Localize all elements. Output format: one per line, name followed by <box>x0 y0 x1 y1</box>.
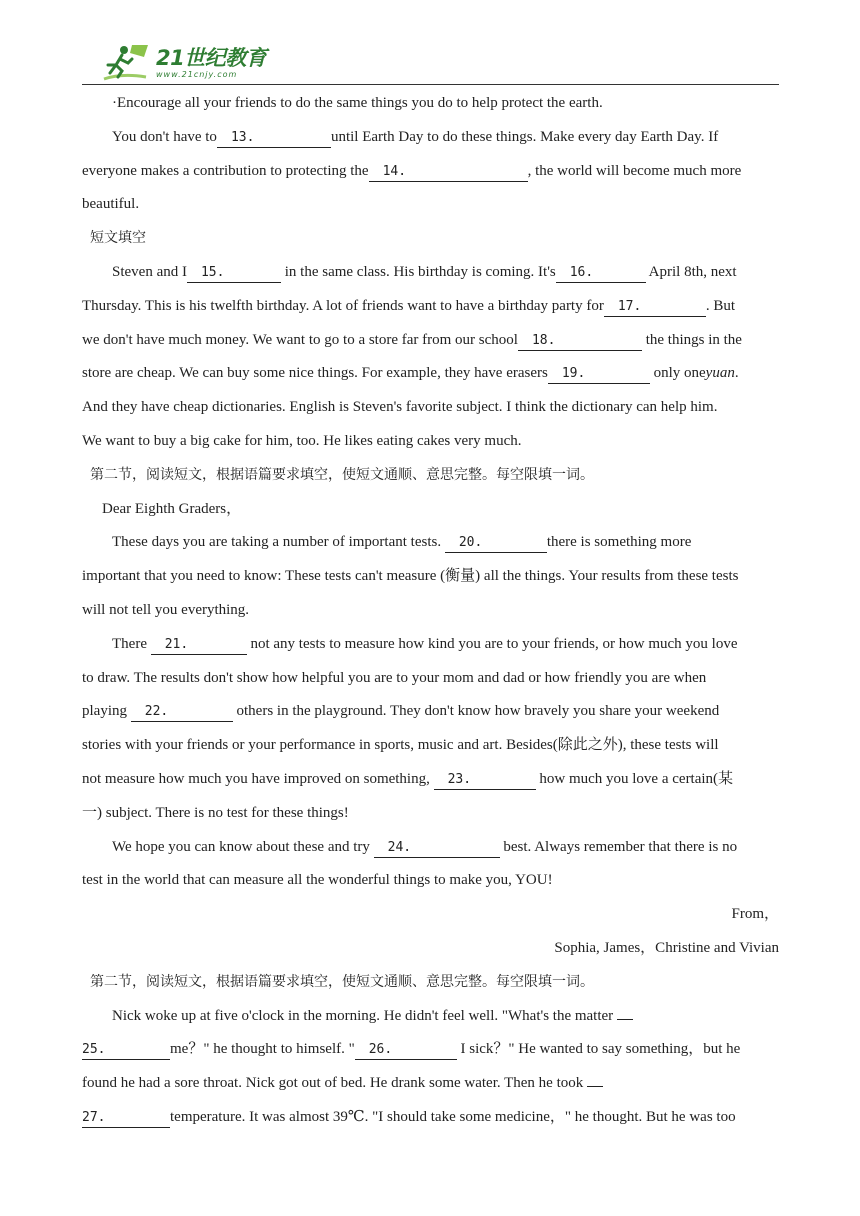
line-text: there is something more <box>546 534 692 551</box>
line-text: in the same class. His birthday is coming. It's <box>280 263 556 280</box>
blank-21[interactable]: 21. <box>151 636 247 655</box>
text-line <box>82 560 779 594</box>
line-text: others in the playground. They don't know how bravely you share your weekend <box>232 703 720 720</box>
text-line <box>82 695 779 729</box>
heading-text: 短文填空 <box>90 230 146 247</box>
text-line <box>82 425 779 459</box>
line-text: not any tests to measure how kind you are to your friends, or how much you love <box>246 635 738 652</box>
line-text: There <box>112 635 151 652</box>
line-text: From， <box>731 906 779 923</box>
line-text: Sophia, James，Christine and Vivian <box>554 939 779 956</box>
line-text: found he had a sore throat. Nick got out of bed. He drank some water. Then he took <box>82 1075 588 1092</box>
logo <box>102 42 266 84</box>
line-text: beautiful. <box>82 196 140 213</box>
blank-27-start <box>587 1086 603 1087</box>
text-line <box>82 662 779 696</box>
line-text: You don't have to <box>112 128 217 145</box>
text-line <box>82 594 779 628</box>
line-text: 一) subject. There is no test for these things! <box>82 804 349 821</box>
text-line <box>82 1067 779 1101</box>
worksheet-body <box>82 87 779 1135</box>
line-text: everyone makes a contribution to protecting the <box>82 162 369 179</box>
line-text: We want to buy a big cake for him, too. He likes eating cakes very much. <box>82 432 522 449</box>
line-text: Dear Eighth Graders， <box>102 500 242 517</box>
line-text: best. Always remember that there is no <box>499 838 738 855</box>
heading-text: 第二节，阅读短文，根据语篇要求填空，使短文通顺、意思完整。每空限填一词。 <box>90 466 594 483</box>
blank-23[interactable]: 23. <box>434 771 536 790</box>
heading-text: 第二节，阅读短文，根据语篇要求填空，使短文通顺、意思完整。每空限填一词。 <box>90 973 594 990</box>
blank-17[interactable]: 17. <box>604 298 706 317</box>
text-line <box>82 1033 779 1067</box>
text-line <box>82 797 779 831</box>
text-line <box>82 763 779 797</box>
text-line <box>82 357 779 391</box>
blank-22[interactable]: 22. <box>131 703 233 722</box>
page-header <box>82 40 779 86</box>
text-line <box>82 155 779 189</box>
text-line <box>82 1000 779 1034</box>
blank-27[interactable]: 27. <box>82 1109 170 1128</box>
section-heading <box>82 459 779 493</box>
line-text: to draw. The results don't show how helpful you are to your mom and dad or how friendly you are when <box>82 669 707 686</box>
text-line <box>82 1101 779 1135</box>
text-line <box>82 87 779 121</box>
line-text: test in the world that can measure all the wonderful things to make you, YOU! <box>82 872 553 889</box>
blank-26[interactable]: 26. <box>355 1041 457 1060</box>
text-line <box>82 290 779 324</box>
line-text: ·Encourage all your friends to do the same things you do to help protect the earth. <box>112 95 603 111</box>
line-text: I sick？" He wanted to say something，but he <box>456 1041 741 1058</box>
line-text: important that you need to know: These tests can't measure (衡量) all the things. Your results from these tests <box>82 568 739 585</box>
text-line <box>82 864 779 898</box>
line-text: will not tell you everything. <box>82 601 250 618</box>
text-line <box>82 188 779 222</box>
line-text: playing <box>82 703 131 720</box>
section-heading <box>82 966 779 1000</box>
blank-25[interactable]: 25. <box>82 1041 170 1060</box>
line-text: how much you love a certain(某 <box>535 770 734 787</box>
blank-14[interactable]: 14. <box>369 163 528 182</box>
text-line <box>82 831 779 865</box>
blank-16[interactable]: 16. <box>556 264 646 283</box>
text-line <box>82 628 779 662</box>
line-text: until Earth Day to do these things. Make every day Earth Day. If <box>330 128 719 145</box>
runner-logo-icon <box>102 43 152 83</box>
line-text: . But <box>705 297 736 314</box>
logo-title: 21世纪教育 <box>156 46 267 70</box>
blank-25-start <box>617 1019 633 1020</box>
text-line <box>82 324 779 358</box>
blank-13[interactable]: 13. <box>217 129 331 148</box>
line-text: Steven and I <box>112 263 187 280</box>
line-text: Thursday. This is his twelfth birthday. A lot of friends want to have a birthday party for <box>82 297 604 314</box>
text-line <box>82 256 779 290</box>
text-line <box>82 121 779 155</box>
blank-20[interactable]: 20. <box>445 534 547 553</box>
header-divider <box>82 84 779 85</box>
line-text: April 8th, next <box>645 263 737 280</box>
line-text: temperature. It was almost 39℃. "I should take some medicine，" he thought. But he was too <box>170 1108 736 1125</box>
blank-19[interactable]: 19. <box>548 365 650 384</box>
line-text: only one <box>649 365 706 382</box>
line-text: we don't have much money. We want to go to a store far from our school <box>82 331 518 348</box>
line-text: not measure how much you have improved on something, <box>82 770 434 787</box>
text-line <box>82 391 779 425</box>
letter-signature <box>82 932 779 966</box>
line-text: These days you are taking a number of important tests. <box>112 534 445 551</box>
line-text: the things in the <box>641 331 742 348</box>
line-text: stories with your friends or your performance in sports, music and art. Besides(除此之外), these tests will <box>82 737 719 754</box>
text-line <box>82 493 779 527</box>
line-text: . <box>734 365 739 382</box>
line-text: Nick woke up at five o'clock in the morning. He didn't feel well. "What's the matter <box>112 1007 617 1024</box>
text-line <box>82 729 779 763</box>
section-heading <box>82 222 779 256</box>
line-text: me？" he thought to himself. " <box>170 1041 355 1058</box>
logo-url: www.21cnjy.com <box>156 70 238 79</box>
currency-word: yuan <box>705 365 735 382</box>
blank-24[interactable]: 24. <box>374 839 500 858</box>
line-text: , the world will become much more <box>527 162 742 179</box>
line-text: store are cheap. We can buy some nice things. For example, they have erasers <box>82 365 548 382</box>
line-text: We hope you can know about these and try <box>112 838 374 855</box>
letter-closing <box>82 898 779 932</box>
blank-15[interactable]: 15. <box>187 264 281 283</box>
blank-18[interactable]: 18. <box>518 332 642 351</box>
text-line <box>82 526 779 560</box>
line-text: And they have cheap dictionaries. English is Steven's favorite subject. I think the dictionary can help him. <box>82 399 718 416</box>
